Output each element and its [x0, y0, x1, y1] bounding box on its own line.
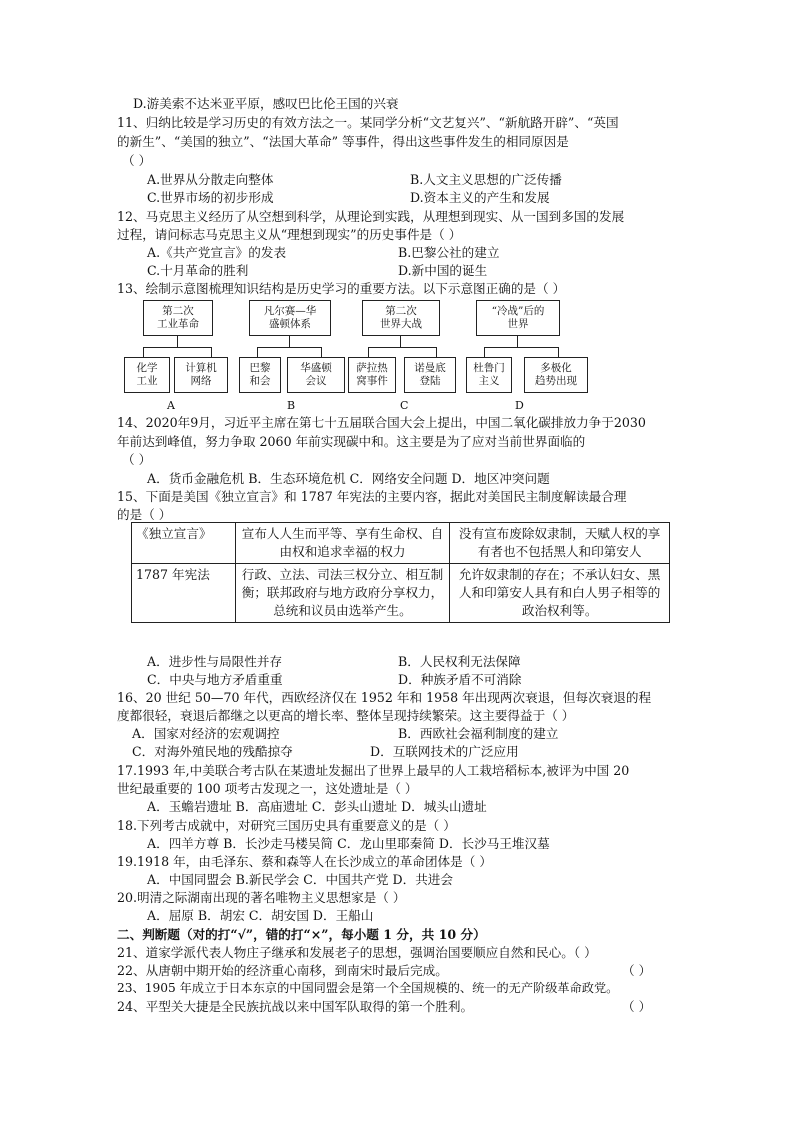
diagram-top-box: 凡尔赛—华 盛顿体系	[249, 300, 331, 336]
connector	[558, 347, 559, 357]
q19-stem: 19.1918 年，由毛泽东、蔡和森等人在长沙成立的革命团体是（ ）	[117, 854, 492, 869]
diagram-right-box: 华盛顿 会议	[287, 357, 345, 393]
table-cell: 没有宣布废除奴隶制，天赋人权的享有者也不包括黑人和印第安人	[450, 523, 670, 564]
q22-answer-paren: （ ）	[622, 963, 652, 978]
table-cell: 1787 年宪法	[132, 564, 236, 623]
q20-options: A．屈原 B．胡宏 C．胡安国 D．王船山	[147, 908, 374, 923]
q15-stem-line2: 的是（ ）	[117, 507, 172, 522]
connector	[321, 347, 322, 357]
q17-options: A．玉蟾岩遗址 B．高庙遗址 C．彭头山遗址 D．城头山遗址	[147, 799, 487, 814]
q19-options: A．中国同盟会 B.新民学会 C．中国共产党 D．共进会	[147, 872, 453, 887]
q14-stem-line1: 14、2020年9月，习近平主席在第七十五届联合国大会上提出，中国二氧化碳排放力争于2030	[117, 415, 646, 430]
connector	[368, 347, 369, 357]
q12-option-a: A.《共产党宣言》的发表	[147, 245, 287, 260]
q16-option-b: B．西欧社会福利制度的建立	[398, 726, 559, 741]
q13-stem: 13、绘制示意图梳理知识结构是历史学习的重要方法。以下示意图正确的是（ ）	[117, 281, 566, 296]
connector	[143, 347, 211, 348]
diagram-left-box: 巴黎 和会	[239, 357, 281, 393]
diagram-label: B	[287, 399, 296, 412]
q17-stem-line1: 17.1993 年,中美联合考古队在某遗址发掘出了世界上最早的人工栽培稻标本,被评为中国 20	[117, 763, 630, 778]
q16-stem-line1: 16、20 世纪 50—70 年代，西欧经济仅在 1952 年和 1958 年出现两次衰退，但每次衰退的程	[117, 690, 652, 705]
connector	[400, 335, 401, 347]
q15-option-d: D．种族矛盾不可消除	[398, 672, 522, 687]
q16-option-d: D．互联网技术的广泛应用	[370, 744, 519, 759]
q13-diagram-c	[346, 299, 456, 417]
q15-stem-line1: 15、下面是美国《独立宣言》和 1787 年宪法的主要内容，据此对美国民主制度解读最合理	[117, 489, 627, 504]
q22-statement: 22、从唐朝中期开始的经济重心南移，到南宋时最后完成。	[117, 963, 448, 978]
diagram-top-box: 第二次 工业革命	[143, 300, 213, 336]
diagram-left-box: 萨拉热 窝事件	[348, 357, 396, 393]
connector	[517, 335, 518, 347]
connector	[257, 347, 258, 357]
connector	[143, 347, 144, 357]
q11-option-a: A.世界从分散走向整体	[147, 172, 274, 187]
q23-statement: 23、1905 年成立于日本东京的中国同盟会是第一个全国规模的、统一的无产阶级革命政党。	[117, 981, 619, 995]
q17-stem-line2: 世纪最重要的 100 项考古发现之一，这处遗址是（ ）	[117, 781, 418, 796]
table-cell: 行政、立法、司法三权分立、相互制衡；联邦政府与地方政府分享权力，总统和议员由选举产生。	[235, 564, 450, 623]
q14-stem-line2: 年前达到峰值，努力争取 2060 年前实现碳中和。这主要是为了应对当前世界面临的	[117, 434, 586, 449]
q18-stem: 18.下列考古成就中，对研究三国历史具有重要意义的是（ ）	[117, 818, 456, 833]
q20-stem: 20.明清之际湖南出现的著名唯物主义思想家是（ ）	[117, 890, 406, 905]
q21-statement: 21、道家学派代表人物庄子继承和发展老子的思想，强调治国要顺应自然和民心。（ ）	[117, 945, 597, 960]
q16-option-c: C．对海外殖民地的残酷掠夺	[132, 744, 293, 759]
diagram-left-box: 杜鲁门 主义	[466, 357, 512, 393]
q14-options: A．货币金融危机 B．生态环境危机 C．网络安全问题 D．地区冲突问题	[147, 471, 550, 486]
diagram-right-box: 多极化 趋势出现	[524, 357, 588, 393]
section-2-heading: 二、判断题（对的打“√”，错的打“×”，每小题 1 分，共 10 分）	[117, 927, 486, 942]
q15-option-b: B．人民权利无法保障	[398, 654, 521, 669]
connector	[436, 347, 437, 357]
q24-answer-paren: （ ）	[622, 999, 652, 1014]
q11-stem-line1: 11、归纳比较是学习历史的有效方法之一。某同学分析“文艺复兴”、“新航路开辟”、“英国	[117, 115, 619, 130]
q10-option-d: D.游美索不达米亚平原，感叹巴比伦王国的兴衰	[133, 96, 399, 111]
q13-diagram-d	[462, 299, 590, 417]
q16-stem-line2: 度都很轻，衰退后都继之以更高的增长率、整体呈现持续繁荣。这主要得益于（ ）	[117, 708, 575, 723]
table-row	[132, 564, 670, 623]
q15-option-a: A．进步性与局限性并存	[147, 654, 283, 669]
q11-stem-line2: 的新生”、“美国的独立”、“法国大革命” 等事件，得出这些事件发生的相同原因是	[117, 134, 569, 149]
diagram-right-box: 诺曼底 登陆	[404, 357, 456, 393]
q15-comparison-table	[131, 522, 670, 623]
q11-option-b: B.人文主义思想的广泛传播	[410, 172, 562, 187]
connector	[289, 335, 290, 347]
q11-option-d: D.资本主义的产生和发展	[410, 190, 550, 205]
table-cell: 宣布人人生而平等、享有生命权、自由权和追求幸福的权力	[235, 523, 450, 564]
table-cell: 《独立宣言》	[132, 523, 236, 564]
q13-diagram-b	[237, 299, 345, 417]
q11-answer-paren: （ ）	[122, 153, 152, 168]
q24-statement: 24、平型关大捷是全民族抗战以来中国军队取得的第一个胜利。	[117, 999, 474, 1014]
diagram-left-box: 化学 工业	[124, 357, 170, 393]
table-cell: 允许奴隶制的存在；不承认妇女、黑人和印第安人具有和白人男子相等的政治权利等。	[450, 564, 670, 623]
diagram-top-box: “冷战”后的 世界	[476, 300, 560, 336]
connector	[484, 347, 485, 357]
q12-stem-line1: 12、马克思主义经历了从空想到科学，从理论到实践，从理想到现实、从一国到多国的发展	[117, 209, 625, 224]
q13-diagram-a	[122, 299, 230, 417]
connector	[211, 347, 212, 357]
connector	[368, 347, 436, 348]
q16-option-a: A．国家对经济的宏观调控	[132, 726, 280, 741]
q12-option-b: B.巴黎公社的建立	[398, 245, 500, 260]
q14-answer-paren: （ ）	[122, 452, 152, 467]
connector	[177, 335, 178, 347]
diagram-label: C	[400, 399, 409, 412]
q18-options: A．四羊方尊 B．长沙走马楼吴简 C．龙山里耶秦简 D．长沙马王堆汉墓	[147, 836, 550, 851]
q12-option-d: D.新中国的诞生	[398, 263, 488, 278]
q11-option-c: C.世界市场的初步形成	[147, 190, 274, 205]
diagram-label: A	[167, 399, 175, 412]
q12-stem-line2: 过程，请问标志马克思主义从“理想到现实”的历史事件是（ ）	[117, 227, 462, 242]
diagram-label: D	[515, 399, 524, 412]
connector	[484, 347, 558, 348]
q12-option-c: C.十月革命的胜利	[147, 263, 249, 278]
connector	[257, 347, 321, 348]
diagram-right-box: 计算机 网络	[174, 357, 228, 393]
q15-option-c: C．中央与地方矛盾重重	[147, 672, 283, 687]
table-row	[132, 523, 670, 564]
diagram-top-box: 第二次 世界大战	[362, 300, 440, 336]
